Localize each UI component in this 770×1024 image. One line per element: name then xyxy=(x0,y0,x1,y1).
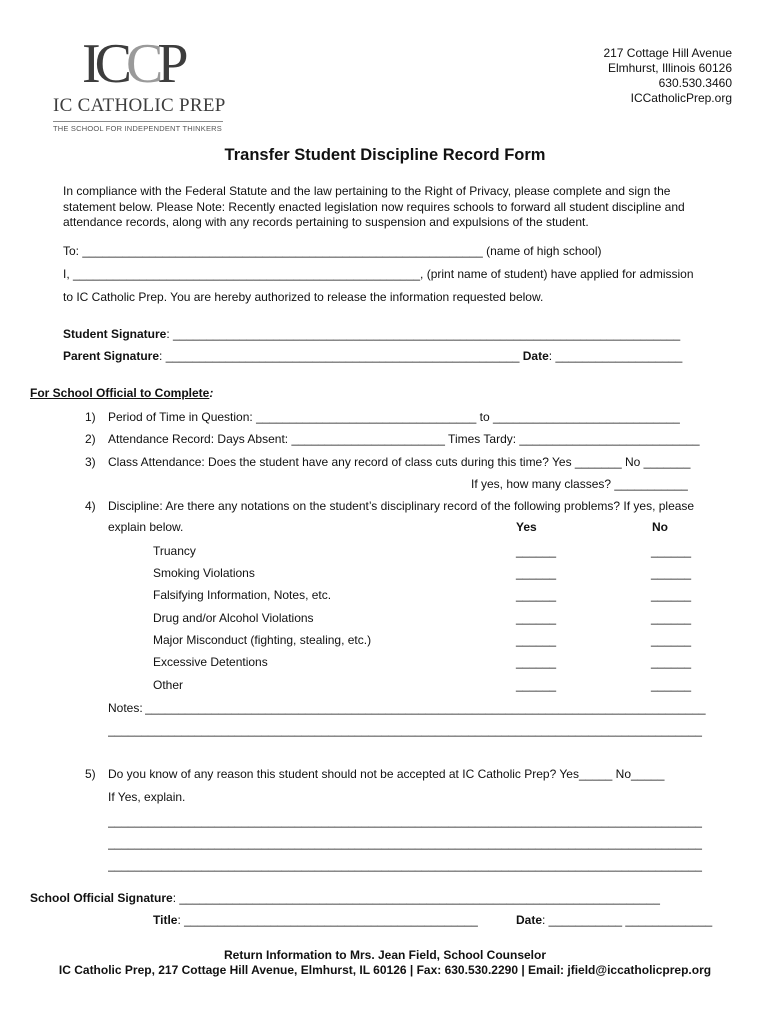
official-heading-text: For School Official to Complete xyxy=(30,386,210,400)
intro-paragraph: In compliance with the Federal Statute and the law pertaining to the Right of Privacy, please complete and sign the statement below. Please Note: Recently enacted legislation now requires schools to forward all student discipline and attendance records, along with any records pertaining to suspension and expulsions of the student. xyxy=(63,184,685,229)
logo-tagline: THE SCHOOL FOR INDEPENDENT THINKERS xyxy=(53,124,222,133)
explain-field-line-2[interactable]: _________________________________________________________________________________________ xyxy=(108,836,702,850)
detentions-yes-field[interactable]: ______ xyxy=(516,655,557,669)
other-yes-field[interactable]: ______ xyxy=(516,678,557,692)
explain-field-line-1[interactable]: _________________________________________________________________________________________ xyxy=(108,814,702,828)
logo-letter-c2: C xyxy=(126,33,158,95)
parent-signature-field[interactable]: : _____________________________________________________ xyxy=(159,349,520,363)
yes-column-header: Yes xyxy=(516,520,537,534)
contact-info-line: IC Catholic Prep, 217 Cottage Hill Avenue, Elmhurst, IL 60126 | Fax: 630.530.2290 | Email: jfield@iccatholicprep.org xyxy=(58,963,712,977)
period-of-time-field[interactable]: Period of Time in Question: _________________________________ to ____________________________ xyxy=(108,410,680,424)
discipline-item-detentions: Excessive Detentions xyxy=(153,655,268,669)
official-heading-colon: : xyxy=(209,386,214,400)
other-no-field[interactable]: ______ xyxy=(651,678,692,692)
notes-label: Notes: xyxy=(108,701,143,715)
falsifying-yes-field[interactable]: ______ xyxy=(516,588,557,602)
misconduct-no-field[interactable]: ______ xyxy=(651,633,692,647)
logo-divider xyxy=(53,121,223,122)
parent-signature-row[interactable] xyxy=(63,349,682,363)
drug-alcohol-no-field[interactable]: ______ xyxy=(651,611,692,625)
smoking-no-field[interactable]: ______ xyxy=(651,566,692,580)
q1-number: 1) xyxy=(85,410,96,424)
official-signature-field[interactable]: : ________________________________________________________________________ xyxy=(172,891,660,905)
logo-school-name: IC CATHOLIC PREP xyxy=(53,95,226,116)
official-signature-label: School Official Signature xyxy=(30,891,173,905)
official-date-label: Date xyxy=(516,913,543,927)
official-title-row[interactable] xyxy=(153,913,478,927)
explain-field-line-3[interactable]: _________________________________________________________________________________________ xyxy=(108,858,702,872)
student-signature-row[interactable] xyxy=(63,327,680,341)
truancy-yes-field[interactable]: ______ xyxy=(516,544,557,558)
truancy-no-field[interactable]: ______ xyxy=(651,544,692,558)
q5-number: 5) xyxy=(85,767,96,781)
to-school-field[interactable]: To: ____________________________________________________________ (name of high school) xyxy=(63,244,602,258)
falsifying-no-field[interactable]: ______ xyxy=(651,588,692,602)
address-phone: 630.530.3460 xyxy=(658,76,732,90)
student-signature-label: Student Signature xyxy=(63,327,167,341)
drug-alcohol-yes-field[interactable]: ______ xyxy=(516,611,557,625)
school-address xyxy=(603,46,732,106)
student-name-field[interactable]: I, ____________________________________________________, (print name of student) have applied for admission xyxy=(63,267,694,281)
authorization-statement: to IC Catholic Prep. You are hereby authorized to release the information requested below. xyxy=(63,290,544,304)
class-cuts-count-field[interactable]: If yes, how many classes? ___________ xyxy=(471,477,688,491)
attendance-record-field[interactable]: Attendance Record: Days Absent: _______________________ Times Tardy: ___________________________ xyxy=(108,432,700,446)
parent-signature-label: Parent Signature xyxy=(63,349,160,363)
discipline-item-misconduct: Major Misconduct (fighting, stealing, etc.) xyxy=(153,633,372,647)
explain-prompt: If Yes, explain. xyxy=(108,790,186,804)
address-city: Elmhurst, Illinois 60126 xyxy=(607,61,732,75)
discipline-question: Discipline: Are there any notations on the student’s disciplinary record of the following problems? If yes, please xyxy=(108,499,695,513)
address-website: ICCatholicPrep.org xyxy=(630,91,732,105)
notes-field-line-1[interactable]: ____________________________________________________________________________________ xyxy=(145,701,706,715)
discipline-question-cont: explain below. xyxy=(108,520,184,534)
logo-letter-p: P xyxy=(157,33,183,95)
discipline-item-truancy: Truancy xyxy=(153,544,196,558)
logo-letter-c1: C xyxy=(94,33,127,95)
q4-number: 4) xyxy=(85,499,96,513)
official-title-label: Title xyxy=(153,913,178,927)
logo-letter-i: I xyxy=(82,33,95,95)
smoking-yes-field[interactable]: ______ xyxy=(516,566,557,580)
misconduct-yes-field[interactable]: ______ xyxy=(516,633,557,647)
discipline-item-drug-alcohol: Drug and/or Alcohol Violations xyxy=(153,611,314,625)
official-section-heading xyxy=(30,386,213,400)
no-column-header: No xyxy=(652,520,668,534)
official-date-row[interactable] xyxy=(516,913,712,927)
official-date-field[interactable]: : ___________ _____________ xyxy=(542,913,713,927)
address-street: 217 Cottage Hill Avenue xyxy=(603,46,732,60)
official-signature-row[interactable] xyxy=(30,891,740,905)
return-info-line: Return Information to Mrs. Jean Field, School Counselor xyxy=(223,948,547,962)
student-signature-field[interactable]: : ____________________________________________________________________________ xyxy=(166,327,681,341)
official-title-field[interactable]: : ____________________________________________ xyxy=(177,913,478,927)
acceptance-concern-field[interactable]: Do you know of any reason this student should not be accepted at IC Catholic Prep? Yes_____ No_____ xyxy=(108,767,665,781)
discipline-item-smoking: Smoking Violations xyxy=(153,566,255,580)
detentions-no-field[interactable]: ______ xyxy=(651,655,692,669)
parent-date-label: Date xyxy=(522,349,549,363)
school-logo xyxy=(82,33,183,95)
notes-field-line-2[interactable]: _________________________________________________________________________________________ xyxy=(108,723,702,737)
form-title: Transfer Student Discipline Record Form xyxy=(224,146,546,164)
discipline-item-other: Other xyxy=(153,678,184,692)
parent-date-field[interactable]: : ___________________ xyxy=(548,349,683,363)
discipline-item-falsifying: Falsifying Information, Notes, etc. xyxy=(153,588,332,602)
q3-number: 3) xyxy=(85,455,96,469)
class-attendance-field[interactable]: Class Attendance: Does the student have any record of class cuts during this time? Yes _______ No _______ xyxy=(108,455,691,469)
q2-number: 2) xyxy=(85,432,96,446)
